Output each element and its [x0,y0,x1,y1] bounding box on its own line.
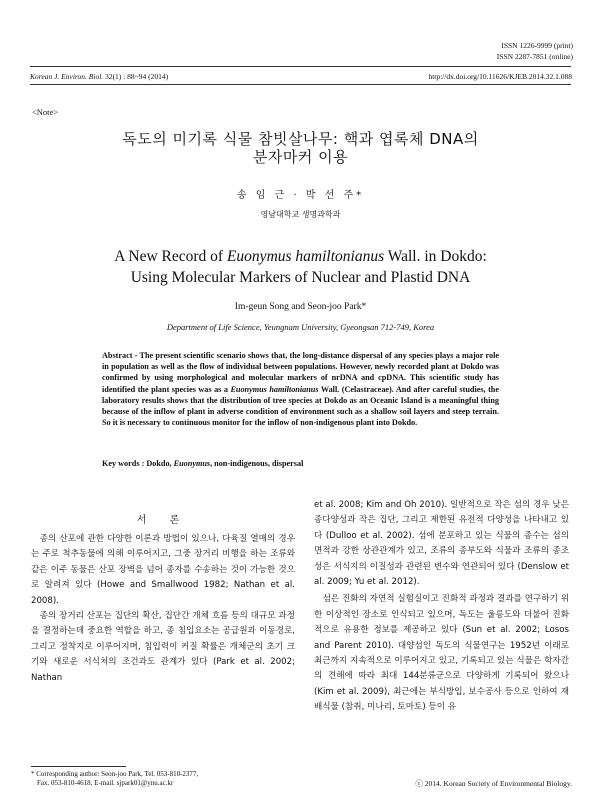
journal-volume: 32(1) : 88~94 (2014) [105,72,169,81]
article-type-label: <Note> [32,107,59,117]
abstract-text-1: Abstract - The present scientific scenario shows that, the long-distance dispersal of any species plays a major role in population as well as the flow of individual between populations. However, newly recorded plant at Dokdo was confirmed by using morphological and molecular markers of nrDNA and cpDNA. This scientific study has identified the plant species was as a [102,351,499,394]
english-affiliation: Department of Life Science, Yeungnam University, Gyeongsan 712-749, Korea [166,322,435,332]
footnote-line2: Fax. 053-810-4618, E-mail. sjpark01@ynu.ac.kr [37,779,174,787]
copyright-notice: ⓒ 2014. Korean Society of Environmental Biology. [415,779,572,788]
keywords-label: Key words : [102,459,147,468]
footnote-line1: * Corresponding author: Seon-joo Park, Tel. 053-810-2377, [31,770,199,778]
header-rule-top [30,66,571,67]
header-rule-bottom [30,84,571,85]
issn-print: ISSN 1226-9999 (print) [501,41,573,50]
issn-online: ISSN 2287-7851 (online) [496,52,573,61]
footnote-rule [31,766,126,767]
abstract-species: Euonymus hamiltonianus [230,384,319,394]
left-column [31,532,295,686]
abstract-text-2: Wall. (Celastraceae). And after careful studies, the laboratory results shows that the distribution of tree species at Dokdo as an Oceanic Island is a meaningful thing because of the inflow of plant in adverse condition of environment such as a shallow soil layers and steep terrain. So it is necessary to continuous monitor for the inflow of non-indigenous plant into Dokdo. [102,384,499,428]
english-authors: Im-geun Song and Seon-joo Park* [234,302,367,312]
keywords-post: , non-indigenous, dispersal [210,459,304,468]
right-paragraph-2: 섬은 진화의 자연적 실험실이고 진화적 과정과 결과를 연구하기 위한 이상적인 장소로 인식되고 있으며, 독도는 울릉도와 더불어 진화적으로 유용한 정보를 제공하고 있다 (Sun et al. 2002; Losos and Parent 2010). 대양섬인 독도의 식물연구는 1952년 이래로 최근까지 지속적으로 이루어지고 있고, 기록되고 있는 식물은 학자간의 견해에 따라 최대 144분류군으로 다양하게 기록되어 왔으나 (Kim et al. 2009), 최근에는 부식방입, 보수공사 등으로 인하여 재배식물 (참취, 미나리, 토마토) 등이 유 [314,594,569,713]
left-paragraph-1: 종의 산포에 관한 다양한 이론과 방법이 있으나, 다육질 열매의 경우는 주로 척추동물에 의해 이루어지고, 그중 장거리 비행을 하는 조류와 같은 이주 동물은 산포 장벽을 넘어 종자를 수송하는 것이 가능한 것으로 알려져 있다 (Howe and Smallwood 1982; Nathan et al. 2008). [31,534,295,606]
english-title-pre: A New Record of [114,248,227,265]
english-title [30,246,571,288]
keywords-pre: Dokdo, [146,459,174,468]
korean-title [30,130,571,166]
left-paragraph-2: 종의 장거리 산포는 집단의 확산, 집단간 개체 흐름 등의 대규모 과정을 결정하는데 중요한 역할을 하고, 종 침입요소는 공급원과 이동경로, 그리고 정착지로 이루어지며, 침입력이 커질 확률은 개체군의 초기 크기와 새로운 서식처의 조건과도 관계가 있다 (Park et al. 2002; Nathan [31,611,295,683]
english-title-post: Wall. in Dokdo: [384,248,487,265]
doi-link[interactable]: http://dx.doi.org/10.11626/KJEB.2014.32.1.088 [428,72,572,81]
section-title-introduction: 서 론 [136,515,190,526]
keywords [102,459,303,468]
english-title-line2: Using Molecular Markers of Nuclear and Plastid DNA [130,269,471,286]
korean-affiliation: 영남대학교 생명과학과 [260,210,341,219]
korean-authors: 송 임 근 · 박 선 주* [236,190,365,201]
english-title-species: Euonymus hamiltonianus [226,248,385,265]
journal-name: Korean J. Environ. Biol. [30,72,104,81]
abstract [102,350,499,428]
keywords-italic: Euonymus [173,459,211,468]
journal-citation [30,72,168,81]
right-paragraph-1: et al. 2008; Kim and Oh 2010). 일반적으로 작은 섬의 경우 낮은 종다양성과 작은 집단, 그리고 제한된 유전적 다양성을 나타내고 있다 (Dulloo et al. 2002). 섬에 분포하고 있는 식물의 종수는 섬의 면적과 강한 상관관계가 있고, 조류의 종부도와 식물과 조류의 종조성은 서식지의 이질성과 관련된 변수와 연관되어 있다 (Denslow et al. 2009; Yu et al. 2012). [314,500,569,588]
right-column [314,498,569,716]
korean-title-line1: 독도의 미기록 식물 참빗살나무: 핵과 엽록체 DNA의 [122,130,479,148]
footnote [31,770,198,788]
korean-title-line2: 분자마커 이용 [252,148,349,166]
